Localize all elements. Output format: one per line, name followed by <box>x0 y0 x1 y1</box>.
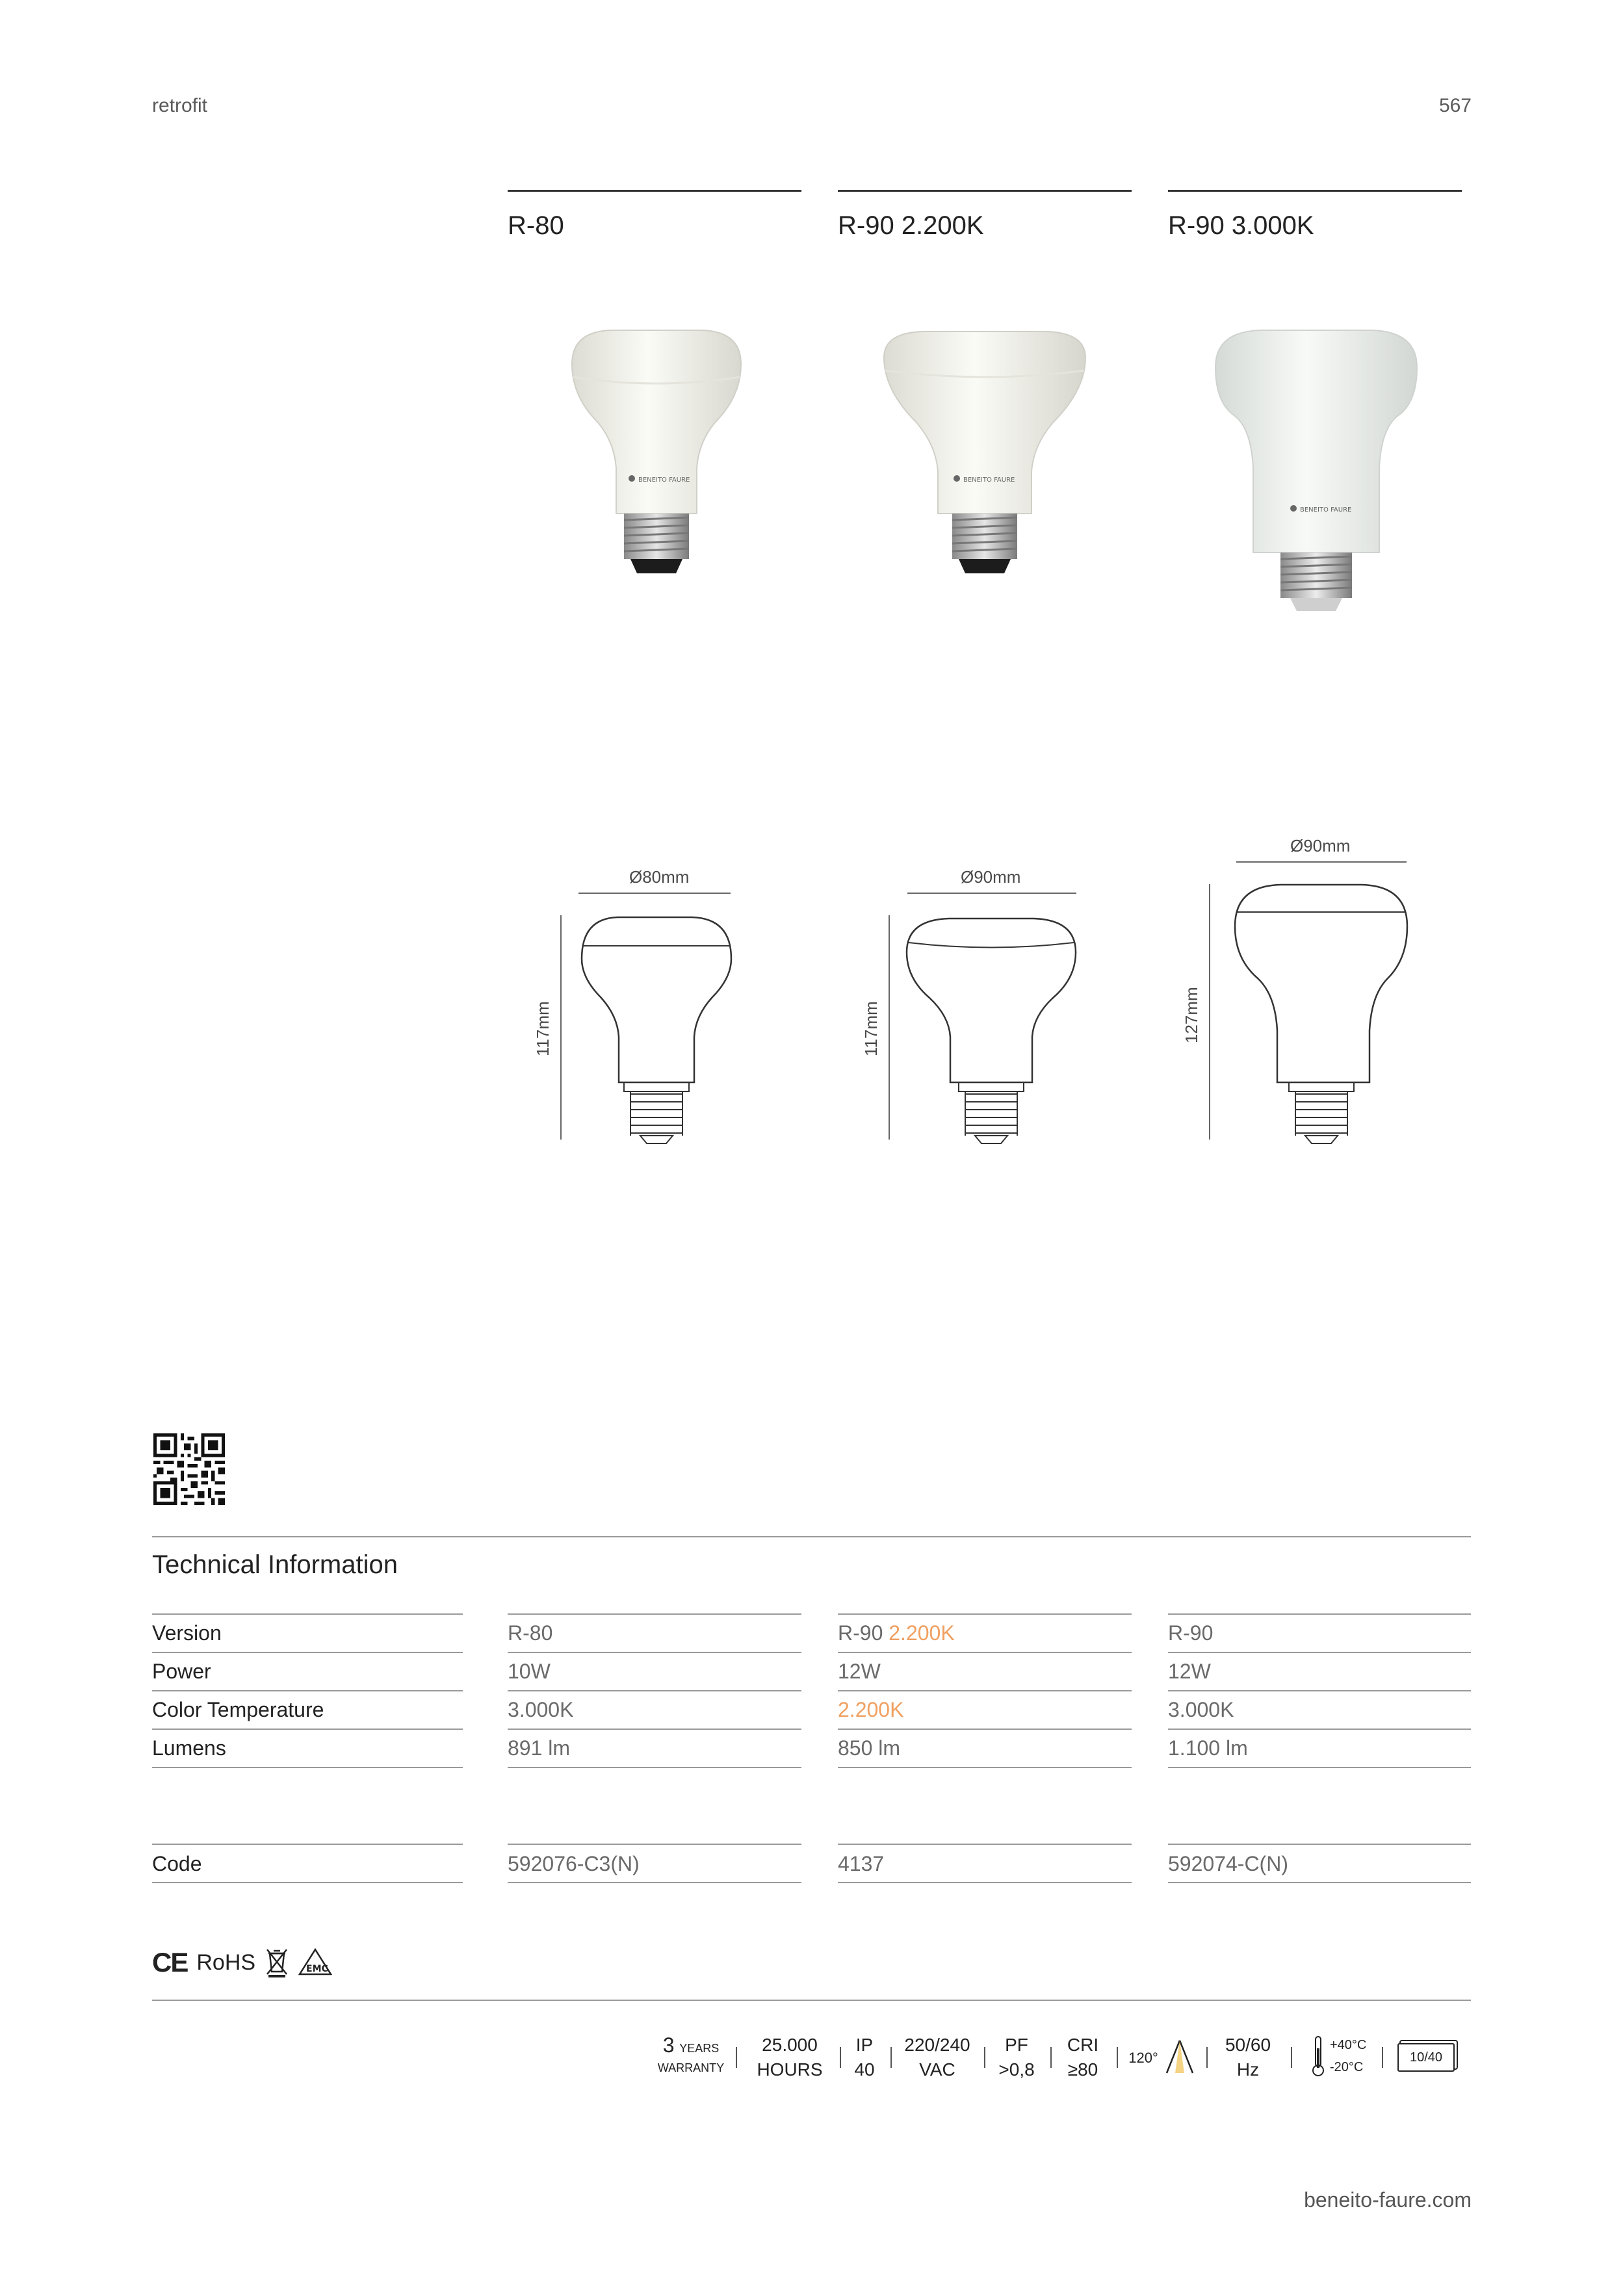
table-rule <box>152 1767 463 1768</box>
voltage-value: 220/240 <box>904 2035 970 2055</box>
spec-separator <box>736 2047 737 2068</box>
page-number: 567 <box>1438 95 1472 116</box>
table-rule <box>838 1729 1132 1730</box>
table-rule <box>838 1690 1132 1691</box>
table-rule <box>152 1652 463 1653</box>
table-rule <box>152 1613 463 1615</box>
section-rule <box>152 2000 1471 2001</box>
row-label-lumens: Lumens <box>152 1736 226 1760</box>
weee-bin-icon <box>265 1947 289 1978</box>
cri-label: CRI <box>1067 2035 1099 2055</box>
height-line <box>889 915 890 1140</box>
beam-angle-value: 120° <box>1128 2050 1158 2066</box>
table-rule <box>508 1652 801 1653</box>
bulb-outline-r90-2200k <box>903 913 1079 1147</box>
diameter-line <box>578 893 731 894</box>
frequency-value: 50/60 <box>1225 2035 1271 2055</box>
qr-code[interactable] <box>153 1433 225 1505</box>
warranty-spec <box>656 2033 725 2075</box>
cri-spec <box>1057 2033 1109 2082</box>
table-rule <box>1168 1690 1471 1691</box>
section-name: retrofit <box>152 95 208 116</box>
product-title: R-80 <box>508 211 564 240</box>
table-rule <box>1168 1652 1471 1653</box>
table-rule <box>1168 1729 1471 1730</box>
cell-lumens: 850 lm <box>838 1736 901 1760</box>
section-rule <box>152 1536 1471 1537</box>
row-label-power: Power <box>152 1660 211 1683</box>
spec-separator <box>840 2047 841 2068</box>
version-prefix: R-90 <box>838 1621 889 1645</box>
diameter-label: Ø80mm <box>629 867 690 887</box>
height-label: 117mm <box>533 1001 552 1056</box>
column-rule <box>838 190 1132 192</box>
ip-label: IP <box>855 2035 874 2055</box>
table-rule <box>1168 1767 1471 1768</box>
spec-separator <box>1117 2047 1118 2068</box>
pf-spec <box>991 2033 1043 2082</box>
diameter-label: Ø90mm <box>961 867 1021 887</box>
row-label-color-temperature: Color Temperature <box>152 1698 324 1721</box>
table-rule <box>508 1613 801 1615</box>
row-label-code: Code <box>152 1852 202 1875</box>
version-accent: 2.200K <box>889 1621 955 1645</box>
table-rule <box>1168 1613 1471 1615</box>
table-rule <box>508 1844 801 1845</box>
table-rule <box>508 1767 801 1768</box>
table-rule <box>152 1844 463 1845</box>
cell-code[interactable]: 592074-C(N) <box>1168 1852 1288 1875</box>
cell-color-temperature: 2.200K <box>838 1698 904 1721</box>
cell-lumens: 891 lm <box>508 1736 571 1760</box>
emc-mark-icon <box>298 1948 332 1977</box>
voltage-spec <box>898 2033 976 2082</box>
table-rule <box>152 1729 463 1730</box>
table-rule <box>838 1652 1132 1653</box>
bulb-brand-label: BENEITO FAURE <box>963 476 1015 484</box>
bulb-outline-r90-3000k <box>1232 881 1410 1147</box>
table-rule <box>838 1613 1132 1615</box>
product-title: R-90 3.000K <box>1168 211 1314 240</box>
diameter-line <box>907 893 1076 894</box>
diameter-label: Ø90mm <box>1290 836 1351 855</box>
technical-title: Technical Information <box>152 1550 398 1579</box>
pf-value: >0,8 <box>998 2059 1035 2080</box>
spec-separator <box>1050 2047 1052 2068</box>
table-rule <box>508 1729 801 1730</box>
column-rule <box>508 190 801 192</box>
certifications <box>152 1947 332 1978</box>
temperature-max: +40°C <box>1330 2038 1367 2052</box>
cri-value: ≥80 <box>1067 2059 1098 2080</box>
height-line <box>1209 884 1210 1140</box>
diameter-line <box>1236 861 1407 863</box>
cell-code[interactable]: 592076-C3(N) <box>508 1852 640 1875</box>
spec-separator <box>890 2047 892 2068</box>
warranty-years-unit: YEARS <box>679 2042 720 2055</box>
voltage-label: VAC <box>919 2059 955 2080</box>
hours-label: HOURS <box>757 2059 823 2080</box>
height-label: 127mm <box>1182 987 1201 1043</box>
table-rule <box>152 1882 463 1883</box>
table-rule <box>508 1882 801 1883</box>
cell-power: 10W <box>508 1660 551 1683</box>
ip-value: 40 <box>854 2059 875 2080</box>
frequency-spec <box>1215 2033 1280 2082</box>
spec-separator <box>1206 2047 1208 2068</box>
bulb-brand-label: BENEITO FAURE <box>638 476 690 484</box>
bulb-photo-r90-2200k <box>877 319 1092 592</box>
table-rule <box>152 1690 463 1691</box>
bulb-photo-r80 <box>559 319 754 592</box>
hours-spec <box>747 2033 832 2082</box>
table-rule <box>838 1844 1132 1845</box>
cell-code[interactable]: 4137 <box>838 1852 885 1875</box>
table-rule <box>508 1690 801 1691</box>
thermometer-icon <box>1310 2035 1326 2078</box>
temperature-range <box>1330 2034 1366 2078</box>
cell-power: 12W <box>838 1660 881 1683</box>
cell-version <box>838 1621 955 1645</box>
spec-separator <box>1382 2047 1383 2068</box>
cell-version: R-90 <box>1168 1621 1214 1645</box>
bulb-photo-r90-3000k <box>1209 319 1423 624</box>
cell-color-temperature: 3.000K <box>508 1698 574 1721</box>
height-line <box>560 915 562 1140</box>
frequency-label: Hz <box>1236 2059 1260 2080</box>
column-rule <box>1168 190 1462 192</box>
table-rule <box>1168 1882 1471 1883</box>
spec-separator <box>984 2047 985 2068</box>
spec-separator <box>1291 2047 1292 2068</box>
footer-website[interactable]: beneito-faure.com <box>1304 2188 1472 2211</box>
beam-angle-icon <box>1163 2038 1196 2076</box>
cell-power: 12W <box>1168 1660 1211 1683</box>
energy-class-badge: 10/40 <box>1397 2043 1455 2072</box>
temperature-min: -20°C <box>1330 2060 1364 2074</box>
svg-text:EMC: EMC <box>306 1964 328 1974</box>
ce-mark: CE <box>152 1947 188 1977</box>
bulb-outline-r80 <box>578 913 734 1147</box>
bulb-brand-label: BENEITO FAURE <box>1300 506 1352 514</box>
table-rule <box>838 1882 1132 1883</box>
table-rule <box>1168 1844 1471 1845</box>
hours-value: 25.000 <box>762 2035 818 2055</box>
height-label: 117mm <box>861 1001 881 1056</box>
warranty-label: WARRANTY <box>657 2061 725 2074</box>
row-label-version: Version <box>152 1621 222 1645</box>
pf-label: PF <box>1005 2035 1028 2055</box>
rohs-mark: RoHS <box>196 1950 256 1975</box>
cell-lumens: 1.100 lm <box>1168 1736 1248 1760</box>
cell-version: R-80 <box>508 1621 553 1645</box>
table-rule <box>838 1767 1132 1768</box>
ip-spec <box>845 2033 884 2082</box>
cell-color-temperature: 3.000K <box>1168 1698 1234 1721</box>
warranty-years-value: 3 <box>662 2033 675 2057</box>
spec-strip <box>656 2031 1472 2083</box>
product-title: R-90 2.200K <box>838 211 984 240</box>
